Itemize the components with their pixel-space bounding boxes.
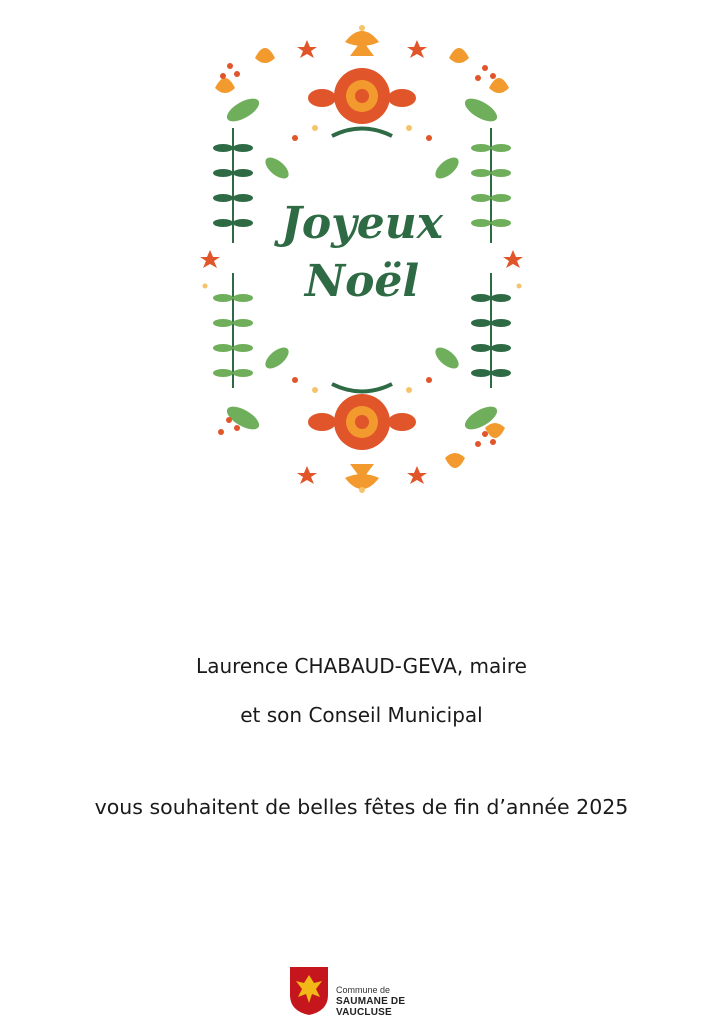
logo-commune-label: Commune de xyxy=(336,985,391,995)
card-title-noel: Noël xyxy=(304,256,420,307)
sender-name: Laurence CHABAUD-GEVA, maire xyxy=(196,654,527,678)
flower-icon xyxy=(308,384,416,480)
coat-of-arms-icon xyxy=(288,965,330,1017)
commune-logo xyxy=(288,965,438,1021)
logo-commune-name: SAUMANE DE VAUCLUSE xyxy=(336,996,406,1018)
flower-icon xyxy=(308,40,416,136)
card-title-joyeux: Joyeux xyxy=(281,198,443,249)
greeting-message: vous souhaitent de belles fêtes de fin d’année 2025 xyxy=(94,795,629,819)
sender-council: et son Conseil Municipal xyxy=(240,703,483,727)
